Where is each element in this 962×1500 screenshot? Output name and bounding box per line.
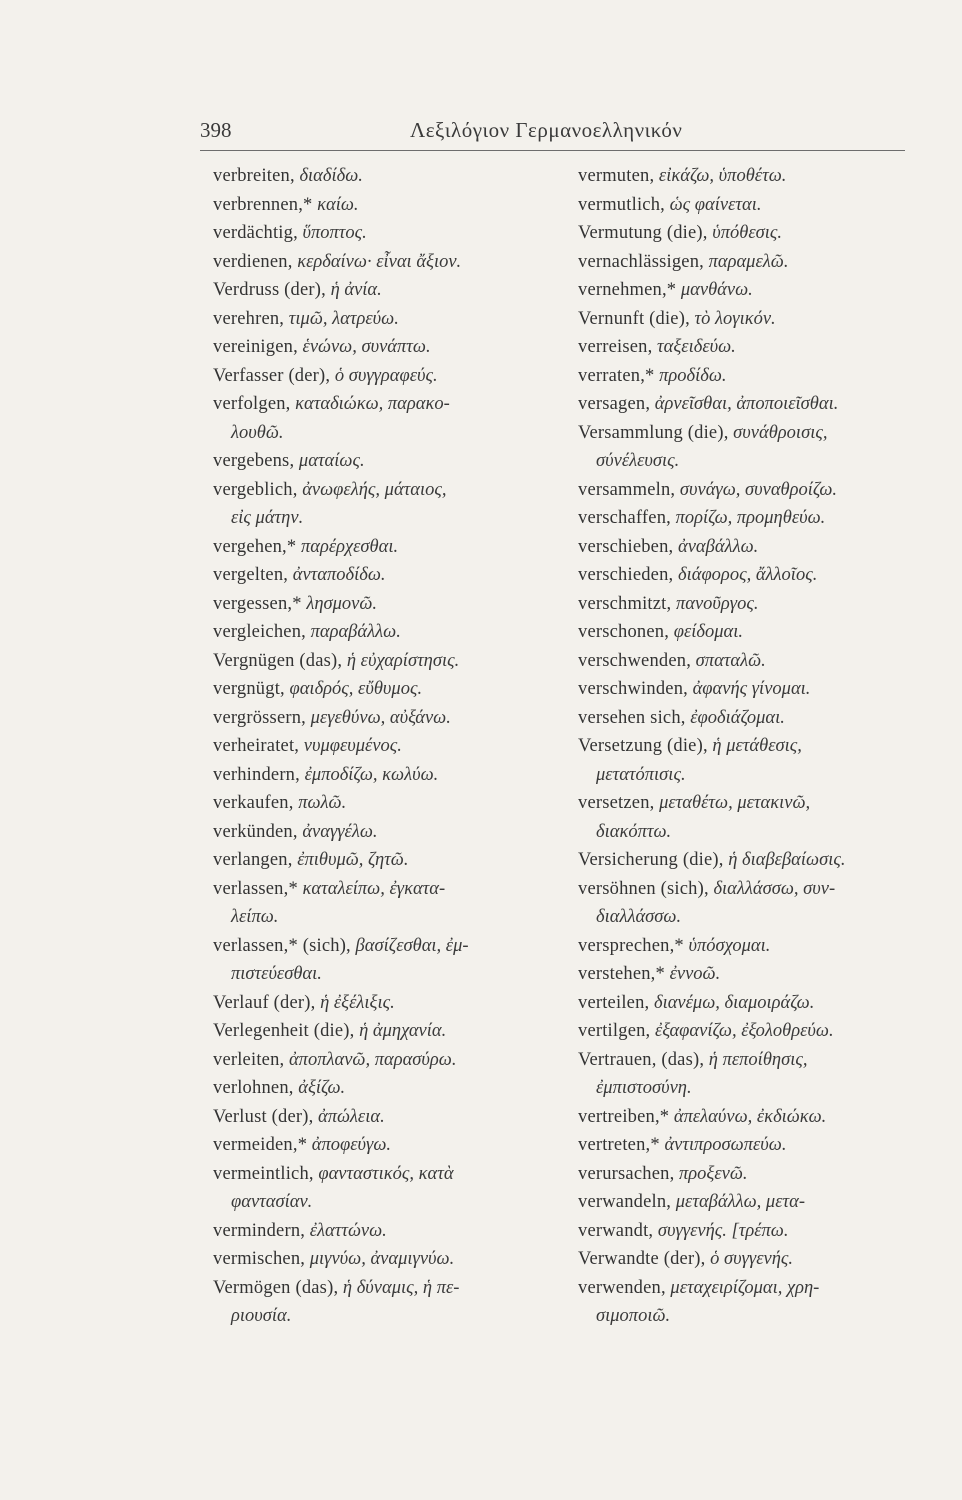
entry-translation: παραβάλλω. xyxy=(310,622,401,642)
dictionary-entry xyxy=(213,390,558,419)
entry-headword: Vermutung (die), xyxy=(578,223,708,243)
entry-translation: ἑνώνω, συνάπτω. xyxy=(302,337,431,357)
entry-translation: ἡ ἀνία. xyxy=(330,280,382,300)
entry-translation: ὡς φαίνεται. xyxy=(669,194,762,215)
entry-headword: vergelten, xyxy=(213,565,289,585)
entry-headword: vermutlich, xyxy=(578,194,665,215)
dictionary-entry xyxy=(578,305,928,334)
entry-translation: παρέρχεσθαι. xyxy=(300,536,399,557)
entry-translation: ὁ συγγενής. xyxy=(710,1249,794,1269)
entry-translation: ἡ πεποίθησις, xyxy=(708,1049,808,1070)
dictionary-entry xyxy=(213,1217,558,1246)
entry-headword: vermeintlich, xyxy=(213,1163,314,1184)
entry-headword: verwandeln, xyxy=(578,1192,672,1212)
entry-headword: versehen sich, xyxy=(578,707,686,728)
dictionary-entry xyxy=(578,989,928,1018)
entry-headword: verheiratet, xyxy=(213,736,300,756)
entry-headword: Vertrauen, (das), xyxy=(578,1049,705,1070)
dictionary-entry xyxy=(578,419,928,448)
entry-translation: φανταστικός, κατὰ xyxy=(318,1163,454,1184)
entry-headword: vermeiden,* xyxy=(213,1135,308,1155)
entry-translation: συνάγω, συναθροίζω. xyxy=(679,479,838,500)
entry-translation: ὕποπτος. xyxy=(302,223,367,243)
entry-headword: vergebens, xyxy=(213,451,295,471)
dictionary-entry xyxy=(213,305,558,334)
dictionary-entry xyxy=(213,618,558,647)
entry-headword: verschmitzt, xyxy=(578,593,672,614)
dictionary-entry xyxy=(213,219,558,248)
dictionary-entry xyxy=(213,1131,558,1160)
entry-headword: Vermögen (das), xyxy=(213,1277,339,1298)
entry-translation: ἀπώλεια. xyxy=(318,1106,385,1127)
entry-headword: verbrennen,* xyxy=(213,194,313,215)
entry-translation: προξενῶ. xyxy=(679,1163,748,1184)
entry-translation: πανοῦργος. xyxy=(675,593,759,614)
entry-translation: ἐμποδίζω, κωλύω. xyxy=(304,764,439,785)
entry-headword: Verlust (der), xyxy=(213,1106,314,1127)
entry-translation: ἀρνεῖσθαι, ἀποποιεῖσθαι. xyxy=(654,394,839,414)
entry-headword: Verlegenheit (die), xyxy=(213,1021,355,1041)
dictionary-entry xyxy=(213,932,558,961)
entry-continuation xyxy=(578,1302,928,1331)
entry-translation: νυμφευμένος. xyxy=(303,736,402,756)
entry-headword: vermuten, xyxy=(578,166,655,186)
entry-headword: versprechen,* xyxy=(578,935,684,956)
dictionary-entry xyxy=(213,333,558,362)
entry-translation: διανέμω, διαμοιράζω. xyxy=(653,992,815,1013)
entry-translation: εἰς μάτην. xyxy=(231,508,304,528)
entry-headword: verschwinden, xyxy=(578,679,688,699)
entry-translation: ἡ μετάθεσις, xyxy=(712,736,802,756)
entry-translation: ἐμπιστοσύνη. xyxy=(596,1078,692,1098)
entry-translation: ἀναβάλλω. xyxy=(678,536,759,557)
entry-continuation xyxy=(213,960,558,989)
entry-continuation xyxy=(578,447,928,476)
entry-headword: verschonen, xyxy=(578,622,670,642)
entry-translation: παραμελῶ. xyxy=(708,251,789,272)
dictionary-entry xyxy=(213,1274,558,1303)
entry-translation: ἀξίζω. xyxy=(298,1078,346,1098)
dictionary-entry xyxy=(578,1217,928,1246)
entry-headword: verkaufen, xyxy=(213,793,294,813)
dictionary-entry xyxy=(213,191,558,220)
entry-translation: ἡ ἀμηχανία. xyxy=(359,1021,447,1041)
page-number: 398 xyxy=(200,118,232,142)
dictionary-entry xyxy=(578,675,928,704)
entry-translation: ριουσία. xyxy=(231,1306,292,1326)
dictionary-entry xyxy=(578,1274,928,1303)
dictionary-entry xyxy=(213,875,558,904)
dictionary-entry xyxy=(213,1046,558,1075)
entry-headword: verleiten, xyxy=(213,1049,285,1070)
entry-translation: ἀποφεύγω. xyxy=(311,1135,392,1155)
entry-headword: vergehen,* xyxy=(213,536,297,557)
entry-headword: verkünden, xyxy=(213,821,298,842)
entry-headword: verraten,* xyxy=(578,365,655,386)
entry-headword: verschieben, xyxy=(578,536,674,557)
entry-translation: ὑπόσχομαι. xyxy=(688,935,771,956)
dictionary-entry xyxy=(213,476,558,505)
entry-headword: Verwandte (der), xyxy=(578,1249,706,1269)
entry-translation: διακόπτω. xyxy=(596,821,672,842)
entry-continuation xyxy=(213,903,558,932)
entry-translation: ἡ εὐχαρίστησις. xyxy=(346,650,460,671)
entry-translation: πορίζω, προμηθεύω. xyxy=(675,508,826,528)
dictionary-entry xyxy=(578,846,928,875)
dictionary-entry xyxy=(213,590,558,619)
entry-headword: Verfasser (der), xyxy=(213,365,331,386)
dictionary-entry xyxy=(213,362,558,391)
entry-headword: verlassen,* (sich), xyxy=(213,935,351,956)
entry-translation: σπαταλῶ. xyxy=(695,650,766,671)
entry-headword: vertilgen, xyxy=(578,1021,651,1041)
entry-translation: μετατόπισις. xyxy=(596,764,686,785)
entry-headword: verschieden, xyxy=(578,565,674,585)
entry-translation: φαντασίαν. xyxy=(231,1192,313,1212)
dictionary-entry xyxy=(578,162,928,191)
entry-translation: ἡ δύναμις, ἡ πε- xyxy=(342,1277,460,1298)
page-header xyxy=(200,118,900,148)
entry-continuation xyxy=(213,1188,558,1217)
entry-translation: τὸ λογικόν. xyxy=(694,308,776,329)
entry-translation: ἡ διαβεβαίωσις. xyxy=(728,850,846,870)
entry-translation: μεταβάλλω, μετα- xyxy=(675,1192,805,1212)
dictionary-entry xyxy=(213,761,558,790)
entry-translation: μεταχειρίζομαι, χρη- xyxy=(670,1277,820,1298)
dictionary-entry xyxy=(213,162,558,191)
entry-translation: διαλλάσσω. xyxy=(596,907,682,927)
entry-headword: Versammlung (die), xyxy=(578,422,729,443)
entry-headword: verbreiten, xyxy=(213,166,295,186)
entry-translation: τιμῶ, λατρεύω. xyxy=(288,308,399,329)
entry-translation: ὑπόθεσις. xyxy=(712,223,783,243)
entry-headword: versagen, xyxy=(578,394,651,414)
dictionary-entry xyxy=(213,1245,558,1274)
dictionary-entry xyxy=(213,1103,558,1132)
dictionary-entry xyxy=(213,732,558,761)
dictionary-entry xyxy=(213,675,558,704)
entry-translation: λησμονῶ. xyxy=(306,593,378,614)
dictionary-entry xyxy=(578,932,928,961)
dictionary-entry xyxy=(578,333,928,362)
entry-headword: Verlauf (der), xyxy=(213,992,316,1013)
dictionary-entry xyxy=(578,618,928,647)
dictionary-entry xyxy=(578,789,928,818)
entry-headword: vergessen,* xyxy=(213,593,302,614)
entry-headword: Versetzung (die), xyxy=(578,736,708,756)
entry-headword: verwandt, xyxy=(578,1220,654,1241)
entry-translation: καίω. xyxy=(317,194,359,215)
entry-headword: versetzen, xyxy=(578,793,655,813)
entry-headword: verhindern, xyxy=(213,764,300,785)
dictionary-entry xyxy=(213,846,558,875)
entry-headword: Vergnügen (das), xyxy=(213,650,343,671)
dictionary-entry xyxy=(213,276,558,305)
entry-translation: φείδομαι. xyxy=(673,622,743,642)
entry-translation: εἰκάζω, ὑποθέτω. xyxy=(658,166,787,186)
dictionary-entry xyxy=(578,1046,928,1075)
dictionary-entry xyxy=(213,647,558,676)
entry-headword: vergleichen, xyxy=(213,622,306,642)
entry-translation: λείπω. xyxy=(231,907,279,927)
dictionary-entry xyxy=(213,533,558,562)
entry-continuation xyxy=(578,1074,928,1103)
entry-translation: ταξειδεύω. xyxy=(657,337,736,357)
entry-translation: συγγενής. [τρέπω. xyxy=(657,1220,789,1241)
dictionary-entry xyxy=(578,476,928,505)
entry-translation: συνάθροισις, xyxy=(733,422,828,443)
entry-translation: σύνέλευσις. xyxy=(596,451,680,471)
dictionary-entry xyxy=(578,960,928,989)
dictionary-entry xyxy=(578,1017,928,1046)
entry-translation: ἐπιθυμῶ, ζητῶ. xyxy=(297,850,409,870)
entry-headword: versammeln, xyxy=(578,479,676,500)
dictionary-entry xyxy=(578,590,928,619)
dictionary-entry xyxy=(578,533,928,562)
dictionary-entry xyxy=(578,1103,928,1132)
right-column xyxy=(578,162,928,1331)
dictionary-entry xyxy=(213,1160,558,1189)
dictionary-entry xyxy=(578,875,928,904)
dictionary-entry xyxy=(578,1245,928,1274)
dictionary-entry xyxy=(578,732,928,761)
entry-translation: ἀναγγέλω. xyxy=(302,821,378,842)
dictionary-entry xyxy=(213,989,558,1018)
entry-headword: verschaffen, xyxy=(578,508,671,528)
dictionary-entry xyxy=(213,248,558,277)
entry-translation: ἡ ἐξέλιξις. xyxy=(320,992,395,1013)
entry-continuation xyxy=(578,903,928,932)
entry-headword: verdächtig, xyxy=(213,223,298,243)
entry-headword: verlangen, xyxy=(213,850,293,870)
entry-headword: Verdruss (der), xyxy=(213,280,326,300)
entry-headword: verlohnen, xyxy=(213,1078,294,1098)
dictionary-entry xyxy=(213,789,558,818)
entry-translation: μιγνύω, ἀναμιγνύω. xyxy=(309,1249,455,1269)
dictionary-entry xyxy=(578,219,928,248)
dictionary-entry xyxy=(213,704,558,733)
entry-headword: verdienen, xyxy=(213,251,293,272)
entry-translation: ἀφανής γίνομαι. xyxy=(692,679,811,699)
entry-translation: μανθάνω. xyxy=(680,280,753,300)
dictionary-entry xyxy=(578,390,928,419)
dictionary-entry xyxy=(578,1188,928,1217)
entry-headword: vergrössern, xyxy=(213,707,306,728)
entry-translation: διαλλάσσω, συν- xyxy=(713,878,836,899)
entry-headword: Vernunft (die), xyxy=(578,308,690,329)
entry-headword: vernachlässigen, xyxy=(578,251,704,272)
entry-headword: verschwenden, xyxy=(578,650,692,671)
entry-translation: διάφορος, ἄλλοῖος. xyxy=(678,565,818,585)
entry-headword: verreisen, xyxy=(578,337,653,357)
entry-translation: ἀντιπροσωπεύω. xyxy=(664,1135,787,1155)
entry-headword: verehren, xyxy=(213,308,285,329)
entry-translation: φαιδρός, εὔθυμος. xyxy=(289,679,423,699)
entry-translation: ὁ συγγραφεύς. xyxy=(334,365,438,386)
entry-headword: verursachen, xyxy=(578,1163,675,1184)
entry-headword: vertreiben,* xyxy=(578,1106,670,1127)
dictionary-entry xyxy=(578,561,928,590)
entry-translation: κερδαίνω· εἶναι ἄξιον. xyxy=(297,251,462,272)
dictionary-entry xyxy=(578,1131,928,1160)
entry-translation: λουθῶ. xyxy=(231,422,284,443)
entry-translation: ἀνταποδίδω. xyxy=(292,565,386,585)
entry-headword: vereinigen, xyxy=(213,337,298,357)
entry-translation: ἀπελαύνω, ἐκδιώκω. xyxy=(673,1106,827,1127)
entry-translation: ἀποπλανῶ, παρασύρω. xyxy=(288,1049,457,1070)
entry-headword: vertreten,* xyxy=(578,1135,660,1155)
entry-translation: καταδιώκω, παρακο- xyxy=(295,394,450,414)
entry-headword: verlassen,* xyxy=(213,878,298,899)
dictionary-entry xyxy=(213,818,558,847)
entry-translation: σιμοποιῶ. xyxy=(596,1306,671,1326)
entry-headword: vermindern, xyxy=(213,1220,306,1241)
entry-headword: verwenden, xyxy=(578,1277,666,1298)
entry-continuation xyxy=(213,419,558,448)
entry-headword: verfolgen, xyxy=(213,394,291,414)
entry-translation: ἀνωφελής, μάταιος, xyxy=(302,479,447,500)
dictionary-entry xyxy=(578,504,928,533)
entry-translation: καταλείπω, ἐγκατα- xyxy=(302,878,446,899)
entry-headword: verstehen,* xyxy=(578,964,665,984)
entry-translation: διαδίδω. xyxy=(299,166,363,186)
entry-continuation xyxy=(213,504,558,533)
entry-continuation xyxy=(578,818,928,847)
dictionary-entry xyxy=(213,1074,558,1103)
entry-headword: vernehmen,* xyxy=(578,280,677,300)
dictionary-entry xyxy=(578,647,928,676)
left-column xyxy=(213,162,558,1331)
entry-continuation xyxy=(578,761,928,790)
dictionary-entry xyxy=(213,447,558,476)
dictionary-entry xyxy=(578,704,928,733)
entry-translation: πιστεύεσθαι. xyxy=(231,964,322,984)
dictionary-entry xyxy=(213,1017,558,1046)
dictionary-entry xyxy=(213,561,558,590)
dictionary-entry xyxy=(578,1160,928,1189)
entry-translation: μεγεθύνω, αὐξάνω. xyxy=(310,707,451,728)
header-rule xyxy=(200,150,905,151)
entry-translation: μεταθέτω, μετακινῶ, xyxy=(659,793,811,813)
dictionary-entry xyxy=(578,191,928,220)
entry-translation: προδίδω. xyxy=(659,365,727,386)
entry-headword: vergnügt, xyxy=(213,679,285,699)
entry-headword: vergeblich, xyxy=(213,479,298,500)
running-title: Λεξιλόγιον Γερμανοελληνικόν xyxy=(410,118,683,142)
entry-headword: versöhnen (sich), xyxy=(578,878,709,899)
dictionary-entry xyxy=(578,362,928,391)
entry-translation: ἐλαττώνω. xyxy=(309,1220,387,1241)
entry-translation: βασίζεσθαι, ἐμ- xyxy=(355,935,469,956)
entry-translation: ἐξαφανίζω, ἐξολοθρεύω. xyxy=(655,1021,834,1041)
entry-headword: verteilen, xyxy=(578,992,650,1013)
entry-translation: ματαίως. xyxy=(298,451,365,471)
entry-continuation xyxy=(213,1302,558,1331)
entry-headword: Versicherung (die), xyxy=(578,850,724,870)
entry-headword: vermischen, xyxy=(213,1249,306,1269)
entry-translation: ἐννοῶ. xyxy=(669,964,721,984)
entry-translation: ἐφοδιάζομαι. xyxy=(690,707,785,728)
entry-translation: πωλῶ. xyxy=(298,793,347,813)
dictionary-entry xyxy=(578,276,928,305)
dictionary-entry xyxy=(578,248,928,277)
